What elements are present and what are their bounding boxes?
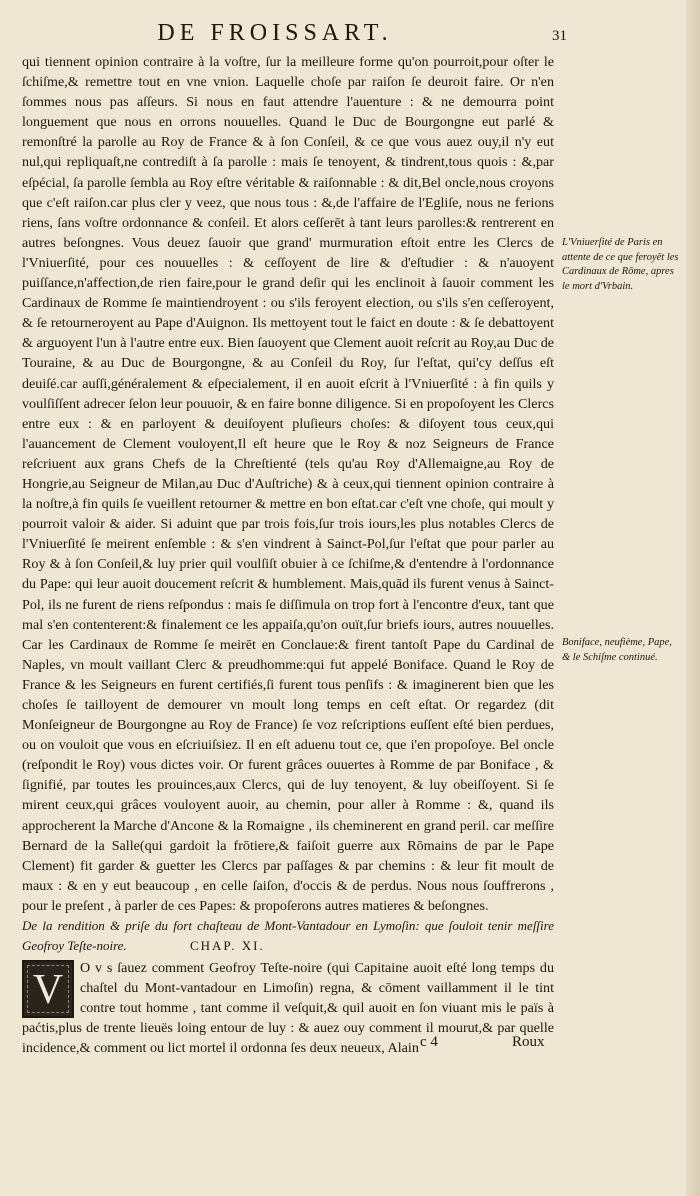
chapter-body bbox=[22, 958, 554, 1058]
running-head: DE FROISSART. bbox=[157, 20, 393, 46]
margin-note-boniface: Boniface, neufième, Pape, & le Schiſme continué. bbox=[562, 637, 672, 663]
decorated-initial bbox=[22, 960, 74, 1018]
chapter-heading bbox=[22, 916, 554, 956]
catchword: Roux bbox=[512, 1034, 545, 1050]
page-edge-shadow bbox=[686, 0, 700, 1196]
chapter-paragraph: O v s ſauez comment Geofroy Teſte-noire (qui Capitaine auoit eſté long temps du chaſtel du Mont-vantadour en Limoſin) regna, & cōment vaillamment il le tint contre tout homme , tant comme il veſquit,& quil auoit en ſon viuant mis le païs à paćtis,plus de trente lieuës loing entour de luy : & auez ouy comment il mourut,& par quelle incidence,& comment ou lict mortel il ordonna ſes deux neueux, Alain bbox=[22, 960, 554, 1057]
signature-mark: c 4 bbox=[420, 1034, 438, 1050]
body-paragraph: qui tiennent opinion contraire à la voſtre, ſur la meilleure forme qu'on pourroit,pour oſter le ſchiſme,& remettre tout en vne vnion. Laquelle choſe par raiſon ſe deuroit faire. Or n'en ſommes nous pas aſſeurs. Si nous en faut attendre l'auenture : & ne demourra point longuement que nous en orrons nouuelles. Quand le Duc de Bourgongne eut parlé & remonſtré la parolle au Roy de France & à ſon Conſeil, & ce que vous auez ouy,il n'y eut nul,qui repliquaſt,ne contrediſt à ſa parolle : mais ſe tenoyent, & tindrent,tous quois : &,par eſpécial, ſa parolle ſembla au Roy eſtre véritable & raiſonnable : & dit,Bel oncle,nous croyons que c'eſt raiſon.car plus cler y veez, que nous tous : &,de l'affaire de l'Egliſe, nous ne ferions riens, ſans voſtre ordonnance & conſeil. Et alors ceſſerēt à tant leurs parolles:& rentrerent en autres beſongnes. Vous deuez ſauoir que grand' murmuration eſtoit entre les Clercs de l'Vniuerſité, pour ces nouuelles : & ceſſoyent de lire & d'eſtudier : & n'auoyent puiſſance,n'affection,de rien faire,pour le grand deſir qui les enclinoit à ſauoir comment les Cardinaux de Romme ſe maintiendroyent : ou s'ils feroyent election, ou s'ils s'en ceſſeroyent, & ſe retourneroyent au Pape d'Auignon. Ils mettoyent tout le faict en doute : & ſe debattoyent & arguoyent l'un à l'autre entre eux. Bien ſauoyent que Clement auoit reſcrit au Roy,au Duc de Touraine, & au Duc de Bourgongne, & au Conſeil du Roy, ſur l'eſtat, qui'cy deſſus eſt deuiſé.car auſſi,généralement & eſpecialement, il en auoit eſcrit à l'Vniuerſité : à fin quils y voulſiſſent adrecer ſelon leur pouuoir, & en faire bonne diligence. Si en propoſoyent les Clercs entre eux : & en parloyent & deuiſoyent pluſieurs choſes: & diſoyent tous ceux,qui l'auancement de Clement vouloyent,Il eſt heure que le Roy & noz Seigneurs de France reſcriuent aux grans Chefs de la Chreſtienté (tels qu'au Roy d'Allemaigne,au Roy de Hongrie,au Seigneur de Milan,au Duc d'Auſtriche) & à ceux,qui tiennent opinion contraire à la noſtre,à fin quils ſe vueillent retourner & mettre en bon eſtat.car c'eſt vne choſe, qui moult y pourroit valoir & aider. Si aduint que par trois fois,ſur trois iours,les plus notables Clercs de l'Vniuerſité ſe meirent enſemble : & s'en vindrent à Sainct-Pol,ſur l'eſtat que pour parler au Roy & à ſon Conſeil,& luy prier quil voulſiſt obuier à ce ſchiſme,& d'entendre à l'ordonnance du Pape: qui leur auoit doucement reſcrit & humblement. Mais,quād ils furent venus à Sainct-Pol, ils ne furent de riens reſpondus : mais ſe diſſimula on trop fort à l'encontre d'eux, tant que mal s'en contenterent:& finalement ce les appaiſa,qu'on ouït,ſur briefs iours, autres nouuelles. Car les Cardinaux de Romme ſe meirēt en Conclaue:& firent tantoſt Pape du Cardinal de Naples, vn moult vaillant Clerc & preudhomme:qui fut appelé Boniface. Quand le Roy de France & les Seigneurs en furent certifiés,ſi furent tous penſifs : & imaginerent bien que les choſes ſe tailloyent de demourer vn moult long temps en ceſt eſtat. Or regardez (dit Monſeigneur de Bourgongne au Roy de France) ſe voz reſcriptions euſſent eſté bien perdues, ou on vouloit que vous en eſcriuiſsiez. Il en eſt aduenu tout ce, que i'en propoſoye. Bel oncle (reſpondit le Roy) vous dictes voir. Or furent grâces ouuertes à Romme de par Boniface , & ſignifié, par toutes les prouinces,aux Clercs, qui de luy tenoyent, & luy obeiſſoyent. Si ſe mirent ceux,qui grâces vouloyent auoir, au chemin, pour aller à Romme : &, quand ils approcherent la Marche d'Ancone & la Romaigne , ils cheminerent en grand peril. car meſſire Bernard de la Salle(qui gardoit la frōtiere,& faiſoit guerre aux Rōmains de par le Pape Clement) fit garder & guetter les Clercs par paſſages & par chemins : & leur fit moult de maux : & en y eut beaucoup , en celle ſaiſon, d'occis & de perdus. Nous nous ſouffrerons , pour le preſent , à parler de ces Papes: & propoſerons autres matieres & beſongnes. bbox=[22, 54, 554, 914]
main-text-column bbox=[22, 52, 554, 1059]
margin-note-university: L'Vniuerſité de Paris en attente de ce que feroyēt les Cardinaux de Rōme, apres le mort d'Vrbain. bbox=[562, 237, 679, 292]
page-number: 31 bbox=[552, 28, 567, 44]
initial-letter: V bbox=[32, 967, 64, 1014]
chapter-label: CHAP. XI. bbox=[189, 938, 265, 954]
chapter-title: De la rendition & priſe du fort chaſteau de Mont-Vantadour en Lymoſin: que ſouloit tenir meſſire Geofroy Teſte-noire. bbox=[22, 918, 554, 954]
